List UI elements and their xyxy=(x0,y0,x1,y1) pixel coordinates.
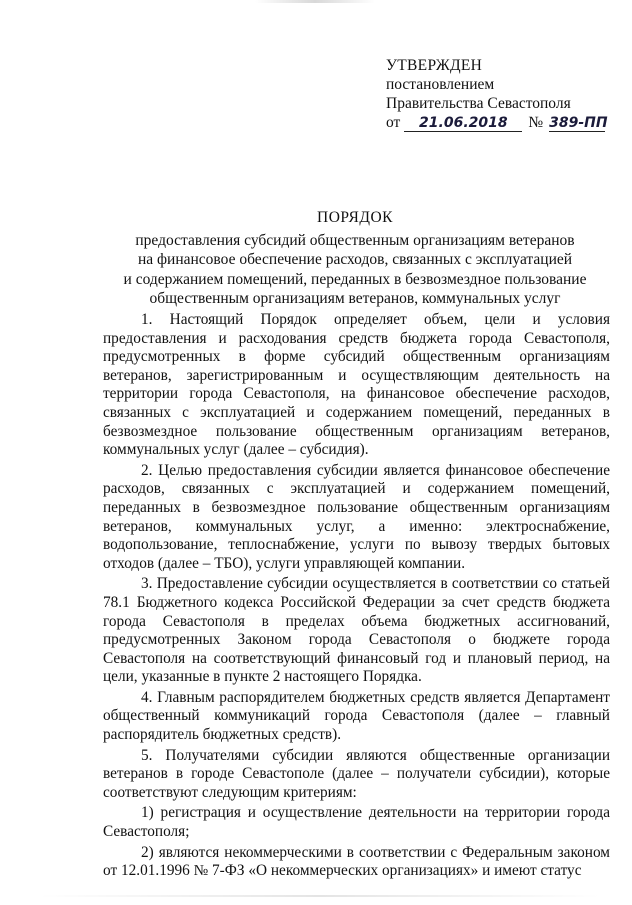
handwritten-date: 21.06.2018 xyxy=(404,116,522,132)
paragraph-1: 1. Настоящий Порядок определяет объем, цели и условия предоставления и расходования средств бюджета города Севастополя, предусмотренных в форме субсидий общественным организациям ветеранов, зарегистрированным и осуществляющим деятельность на территории города Севастополя, на финансовое обеспечение расходов, связанных с эксплуатацией и содержанием помещений, переданных в безвозмездное пользование общественным организациям ветеранов, коммунальных услуг (далее – субсидия). xyxy=(103,311,610,459)
paragraph-4: 4. Главным распорядителем бюджетных средств является Департамент общественный коммуникаций города Севастополя (далее – главный распорядитель бюджетных средств). xyxy=(103,688,610,744)
paragraph-5: 5. Получателями субсидии являются общественные организации ветеранов в городе Севастополе (далее – получатели субсидии), которые соответствуют следующим критериям: xyxy=(103,746,610,801)
title-line: предоставления субсидий общественным организациям ветеранов xyxy=(135,231,575,249)
approval-heading: УТВЕРЖДЕН xyxy=(386,57,483,74)
title-main: ПОРЯДОК xyxy=(317,209,393,226)
title-line: на финансовое обеспечение расходов, связанных с эксплуатацией xyxy=(137,251,573,268)
criterion-1: 1) регистрация и осуществление деятельности на территории города Севастополя; xyxy=(103,804,610,841)
number-prefix: № xyxy=(528,114,544,131)
date-prefix: от xyxy=(386,114,401,131)
approval-line-decree: постановлением xyxy=(386,76,495,93)
title-line: общественным организациям ветеранов, коммунальных услуг xyxy=(149,290,561,307)
document-body xyxy=(103,311,610,883)
criterion-2: 2) являются некоммерческими в соответствии с Федеральным законом от 12.01.1996 № 7-ФЗ «О некоммерческих организациях» и имеют статус xyxy=(103,843,610,880)
paragraph-2: 2. Целью предоставления субсидии является финансовое обеспечение расходов, связанных с эксплуатацией и содержанием помещений, переданных в безвозмездное пользование общественным организациям ветеранов, коммунальных услуг, а именно: электроснабжение, водопользование, теплоснабжение, услуги по вывозу твердых бытовых отходов (далее – ТБО), услуги управляющей компании. xyxy=(103,461,610,572)
approval-line-government: Правительства Севастополя xyxy=(386,95,571,112)
handwritten-number: 389-ПП xyxy=(549,115,608,131)
approval-stamp xyxy=(386,56,608,132)
title-line: и содержанием помещений, переданных в безвозмездное пользование xyxy=(123,270,587,288)
scan-artifact-bottom xyxy=(40,895,600,897)
paragraph-3: 3. Предоставление субсидии осуществляется в соответствии со статьей 78.1 Бюджетного кодекса Российской Федерации за счет средств бюджета города Севастополя в пределах объема бюджетных ассигнований, предусмотренных Законом города Севастополя о бюджете города Севастополя на соответствующий финансовый год и плановый период, на цели, указанные в пункте 2 настоящего Порядка. xyxy=(103,575,610,686)
document-title xyxy=(100,208,610,309)
approval-date-row xyxy=(386,113,608,132)
scan-artifact-top xyxy=(255,0,375,3)
